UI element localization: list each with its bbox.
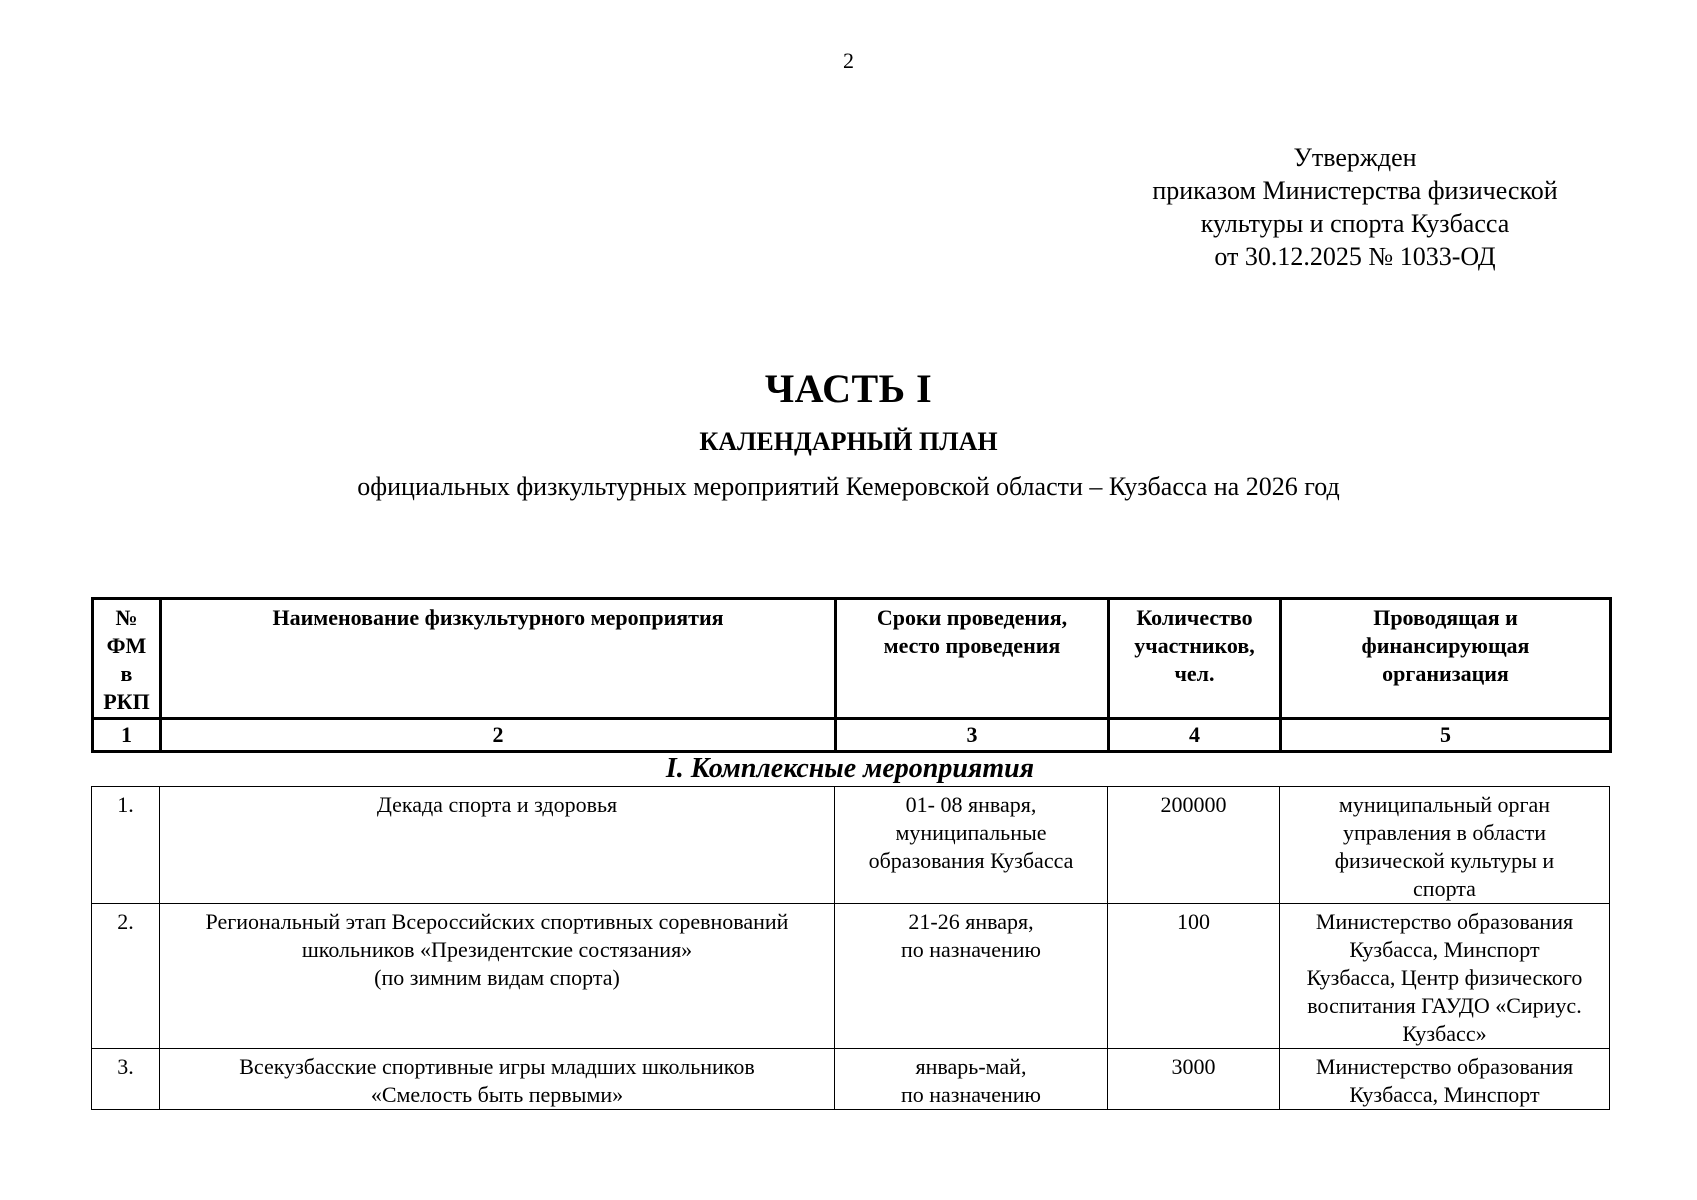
table-row: [92, 904, 1610, 1049]
cell-line: Министерство образования: [1315, 1054, 1574, 1079]
cell-line: по назначению: [901, 937, 1041, 962]
event-dates: [835, 904, 1108, 1049]
header-line: участников,: [1134, 633, 1255, 658]
cell-line: воспитания ГАУДО «Сириус.: [1307, 993, 1582, 1018]
cell-line: школьников «Президентские состязания»: [301, 937, 693, 962]
column-number: 1: [93, 719, 161, 752]
event-participants: 200000: [1108, 787, 1280, 904]
cell-line: муниципальный орган: [1338, 792, 1551, 817]
cell-line: Министерство образования: [1315, 909, 1574, 934]
header-cell-organizer: [1281, 599, 1611, 719]
document-title: ЧАСТЬ I: [764, 366, 933, 411]
cell-line: Региональный этап Всероссийских спортивных соревнований: [205, 909, 789, 934]
header-line: Количество: [1136, 605, 1253, 630]
cell-line: 01- 08 января,: [905, 792, 1037, 817]
events-table: [91, 786, 1610, 1110]
header-line: чел.: [1174, 661, 1215, 686]
header-cell-dates: [836, 599, 1109, 719]
header-row: [93, 599, 1611, 719]
page-number: 2: [843, 48, 854, 73]
header-line: №: [115, 605, 138, 630]
event-name: [160, 1049, 835, 1110]
table-row: [92, 1049, 1610, 1110]
header-line: Наименование физкультурного мероприятия: [272, 605, 724, 630]
cell-line: Кузбасса, Минспорт: [1349, 1082, 1540, 1107]
approval-line: Утвержден: [1293, 143, 1417, 172]
event-dates: [835, 787, 1108, 904]
header-cell-participants: [1109, 599, 1281, 719]
column-number: 2: [161, 719, 836, 752]
cell-line: Декада спорта и здоровья: [376, 792, 618, 817]
header-line: ФМ: [106, 633, 147, 658]
document-subtitle: КАЛЕНДАРНЫЙ ПЛАН: [699, 427, 998, 456]
cell-line: спорта: [1413, 876, 1476, 901]
approval-line: приказом Министерства физической: [1152, 176, 1558, 205]
table-header: [91, 597, 1612, 753]
row-number: 1.: [92, 787, 160, 904]
cell-line: «Смелость быть первыми»: [370, 1082, 624, 1107]
event-organizer: [1280, 787, 1610, 904]
event-organizer: [1280, 1049, 1610, 1110]
column-numbers-row: [93, 719, 1611, 752]
event-dates: [835, 1049, 1108, 1110]
row-number: 3.: [92, 1049, 160, 1110]
table-row: [92, 787, 1610, 904]
event-name: [160, 787, 835, 904]
cell-line: образования Кузбасса: [868, 848, 1074, 873]
event-participants: 3000: [1108, 1049, 1280, 1110]
column-number: 5: [1281, 719, 1611, 752]
header-cell-number: [93, 599, 161, 719]
cell-line: управления в области: [1343, 820, 1546, 845]
column-number: 3: [836, 719, 1109, 752]
row-number: 2.: [92, 904, 160, 1049]
cell-line: Кузбасс»: [1402, 1021, 1487, 1046]
cell-line: 21-26 января,: [908, 909, 1034, 934]
approval-line: от 30.12.2025 № 1033-ОД: [1214, 242, 1496, 271]
cell-line: (по зимним видам спорта): [374, 965, 620, 990]
header-line: РКП: [103, 689, 150, 714]
cell-line: Кузбасса, Центр физического: [1306, 965, 1583, 990]
cell-line: по назначению: [901, 1082, 1041, 1107]
document-description: официальных физкультурных мероприятий Кемеровской области – Кузбасса на 2026 год: [357, 472, 1340, 501]
event-participants: 100: [1108, 904, 1280, 1049]
header-line: Сроки проведения,: [876, 605, 1068, 630]
header-line: финансирующая: [1361, 633, 1530, 658]
cell-line: физической культуры и: [1334, 848, 1555, 873]
approval-line: культуры и спорта Кузбасса: [1200, 209, 1510, 238]
cell-line: муниципальные: [895, 820, 1047, 845]
header-line: место проведения: [883, 633, 1061, 658]
event-name: [160, 904, 835, 1049]
section-title: I. Комплексные мероприятия: [665, 753, 1035, 784]
cell-line: Всекузбасские спортивные игры младших школьников: [239, 1054, 755, 1079]
cell-line: Кузбасса, Минспорт: [1349, 937, 1540, 962]
cell-line: январь-май,: [915, 1054, 1027, 1079]
header-line: в: [120, 661, 133, 686]
event-organizer: [1280, 904, 1610, 1049]
column-number: 4: [1109, 719, 1281, 752]
header-cell-name: [161, 599, 836, 719]
approval-stamp: [1100, 141, 1610, 273]
header-line: Проводящая и: [1373, 605, 1518, 630]
header-line: организация: [1382, 661, 1509, 686]
